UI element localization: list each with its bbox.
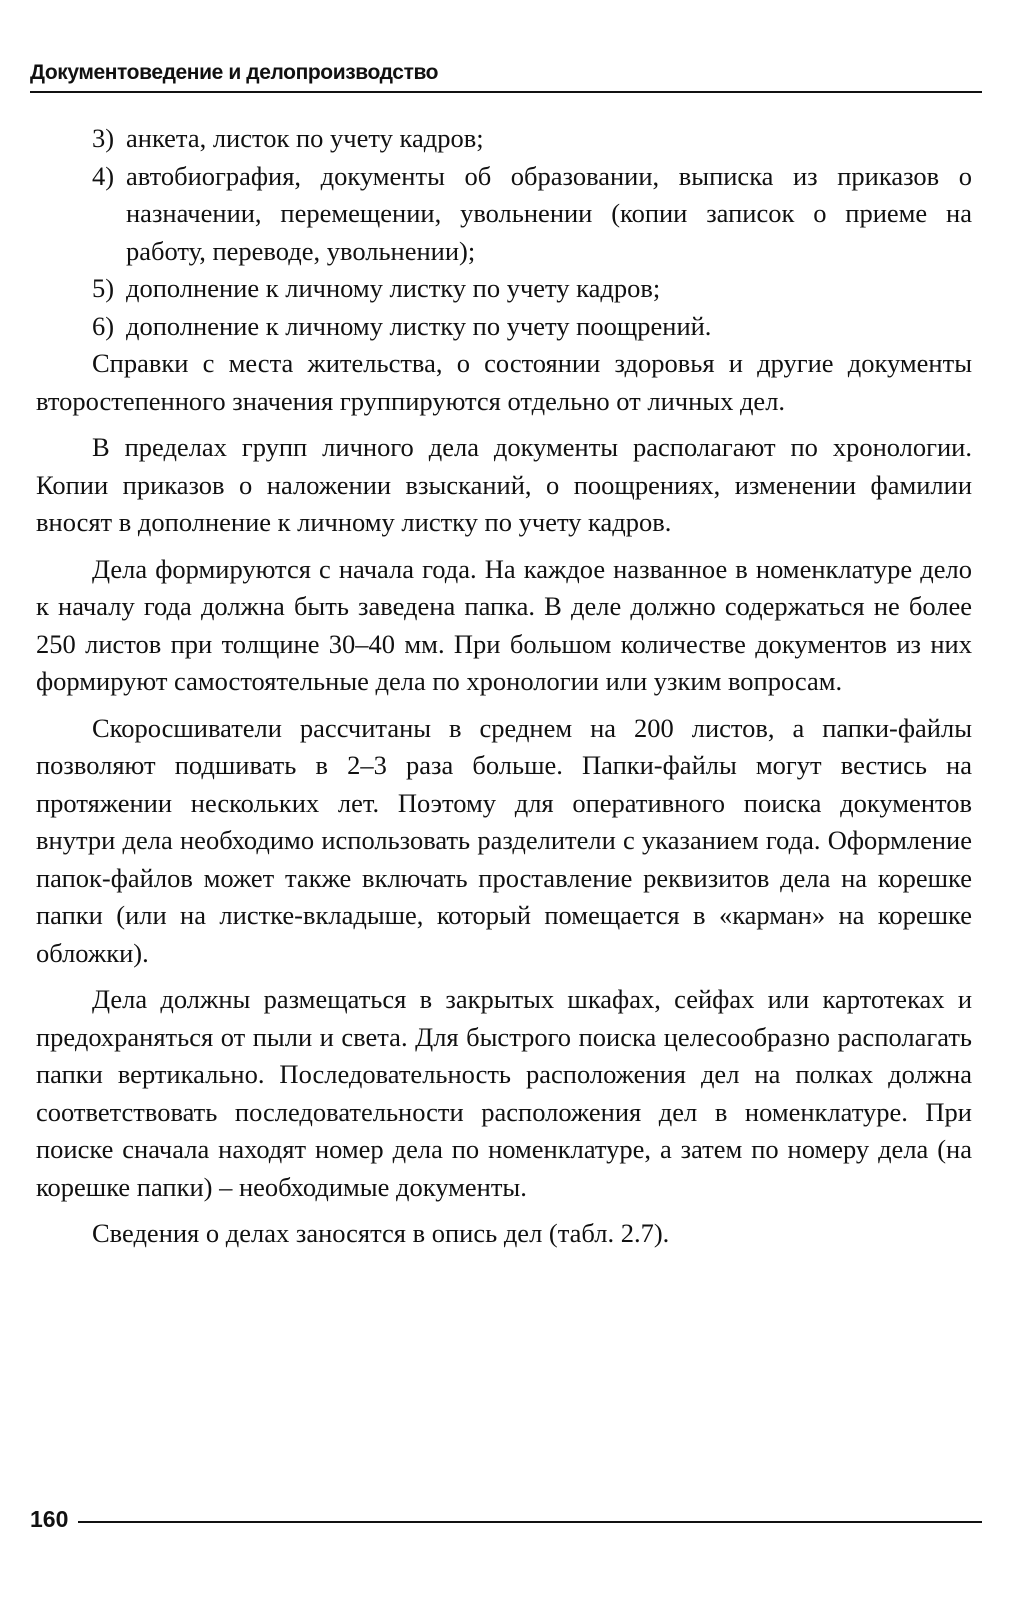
list-item — [92, 308, 972, 346]
list-item-number: 4) — [92, 160, 115, 191]
list-item — [92, 120, 972, 158]
paragraph-case-formation: Дела формируются с начала года. На каждое названное в номенклатуре дело к началу года должна быть заведена папка. В деле должно содержаться не более 250 листов при толщине 30–40 мм. При большом количестве документов из них формируют самостоятельные дела по хронологии или узким вопросам. — [36, 553, 972, 696]
header-rule — [30, 91, 982, 93]
list-item-number: 5) — [92, 273, 115, 303]
paragraph-chronology: В пределах групп личного дела документы располагают по хронологии. Копии приказов о наложении взысканий, о поощрениях, изменении фамилии вносят в дополнение к личному листку по учету кадров. — [36, 432, 972, 537]
header-title: Документоведение и делопроизводство — [30, 61, 439, 84]
list-item-number: 6) — [92, 310, 115, 341]
list-item-text: дополнение к личному листку по учету кадров; — [126, 273, 661, 303]
list-item — [92, 158, 972, 271]
running-header — [30, 60, 982, 93]
list-item — [92, 270, 972, 308]
page-footer — [30, 1505, 982, 1533]
paragraph-binders: Скоросшиватели рассчитаны в среднем на 200 листов, а папки-файлы позволяют подшивать в 2–3 раза больше. Папки-файлы могут вестись на протяжении нескольких лет. Поэтому для оперативного поиска документов внутри дела необходимо использовать разделители с указанием года. Оформление папок-файлов может также включать проставление реквизитов дела на корешке папки (или на листке-вкладыше, который помещается в «карман» на корешке обложки). — [36, 712, 972, 968]
list-item-number: 3) — [92, 123, 115, 153]
paragraph-certificates: Справки с места жительства, о состоянии здоровья и другие документы второстепенного значения группируются отдельно от личных дел. — [36, 348, 972, 416]
document-list — [36, 120, 972, 345]
list-item-text: анкета, листок по учету кадров; — [126, 123, 484, 153]
paragraph-inventory: Сведения о делах заносятся в опись дел (табл. 2.7). — [92, 1218, 670, 1248]
list-item-text: автобиография, документы об образовании, выписка из приказов о назначении, перемещении, увольнении (копии записок о приеме на работу, переводе, увольнении); — [126, 160, 972, 266]
paragraph-storage: Дела должны размещаться в закрытых шкафах, сейфах или картотеках и предохраняться от пыли и света. Для быстрого поиска целесообразно располагать папки вертикально. Последовательность расположения дел на полках должна соответствовать последовательности расположения дел в номенклатуре. При поиске сначала находят номер дела по номенклатуре, а затем по номеру дела (на корешке папки) – необходимые документы. — [36, 984, 972, 1202]
list-item-text: дополнение к личному листку по учету поощрений. — [126, 310, 712, 341]
page-body — [36, 120, 972, 1262]
page-number: 160 — [30, 1506, 69, 1532]
footer-rule — [78, 1521, 982, 1523]
